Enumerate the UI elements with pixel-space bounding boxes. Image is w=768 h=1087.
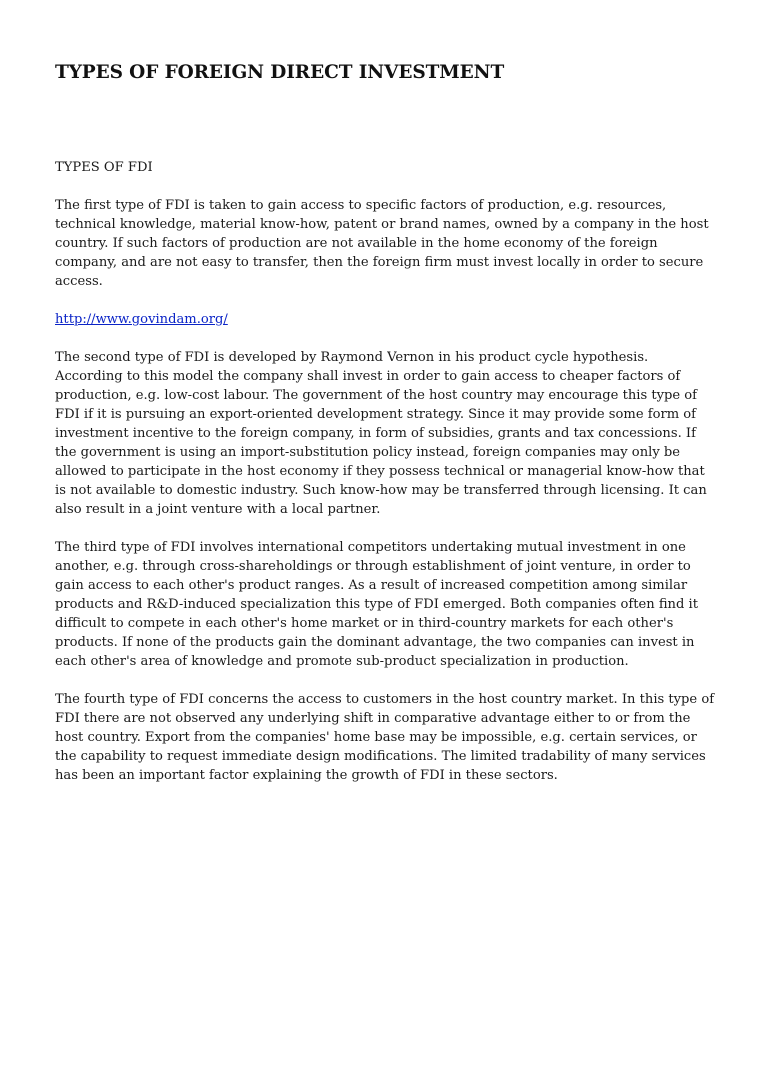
paragraph-first-type: The first type of FDI is taken to gain access to specific factors of production, e.g. resources, technical knowledge, material know-how, patent or brand names, owned by a company in the host country. If such factors of production are not available in the home economy of the foreign company, and are not easy to transfer, then the foreign firm must invest locally in order to secure access. <box>55 198 709 289</box>
govindam-link[interactable]: http://www.govindam.org/ <box>55 312 228 327</box>
paragraph-second-type: The second type of FDI is developed by Raymond Vernon in his product cycle hypothesis. According to this model the company shall invest in order to gain access to cheaper factors of production, e.g. low-cost labour. The government of the host country may encourage this type of FDI if it is pursuing an export-oriented development strategy. Since it may provide some form of investment incentive to the foreign company, in form of subsidies, grants and tax concessions. If the government is using an import-substitution policy instead, foreign companies may only be allowed to participate in the host economy if they possess technical or managerial know-how that is not available to domestic industry. Such know-how may be transferred through licensing. It can also result in a joint venture with a local partner. <box>55 350 707 517</box>
document-body <box>55 158 717 804</box>
section-subtitle: TYPES OF FDI <box>55 160 153 175</box>
paragraph-third-type: The third type of FDI involves international competitors undertaking mutual investment in one another, e.g. through cross-shareholdings or through establishment of joint venture, in order to gain access to each other's product ranges. As a result of increased competition among similar products and R&D-induced specialization this type of FDI emerged. Both companies often find it difficult to compete in each other's home market or in third-country markets for each other's products. If none of the products gain the dominant advantage, the two companies can invest in each other's area of knowledge and promote sub-product specialization in production. <box>55 540 698 669</box>
document-title: TYPES OF FOREIGN DIRECT INVESTMENT <box>55 62 505 83</box>
paragraph-fourth-type: The fourth type of FDI concerns the access to customers in the host country market. In this type of FDI there are not observed any underlying shift in comparative advantage either to or from the host country. Export from the companies' home base may be impossible, e.g. certain services, or the capability to request immediate design modifications. The limited tradability of many services has been an important factor explaining the growth of FDI in these sectors. <box>55 692 715 783</box>
link-paragraph <box>55 310 717 329</box>
